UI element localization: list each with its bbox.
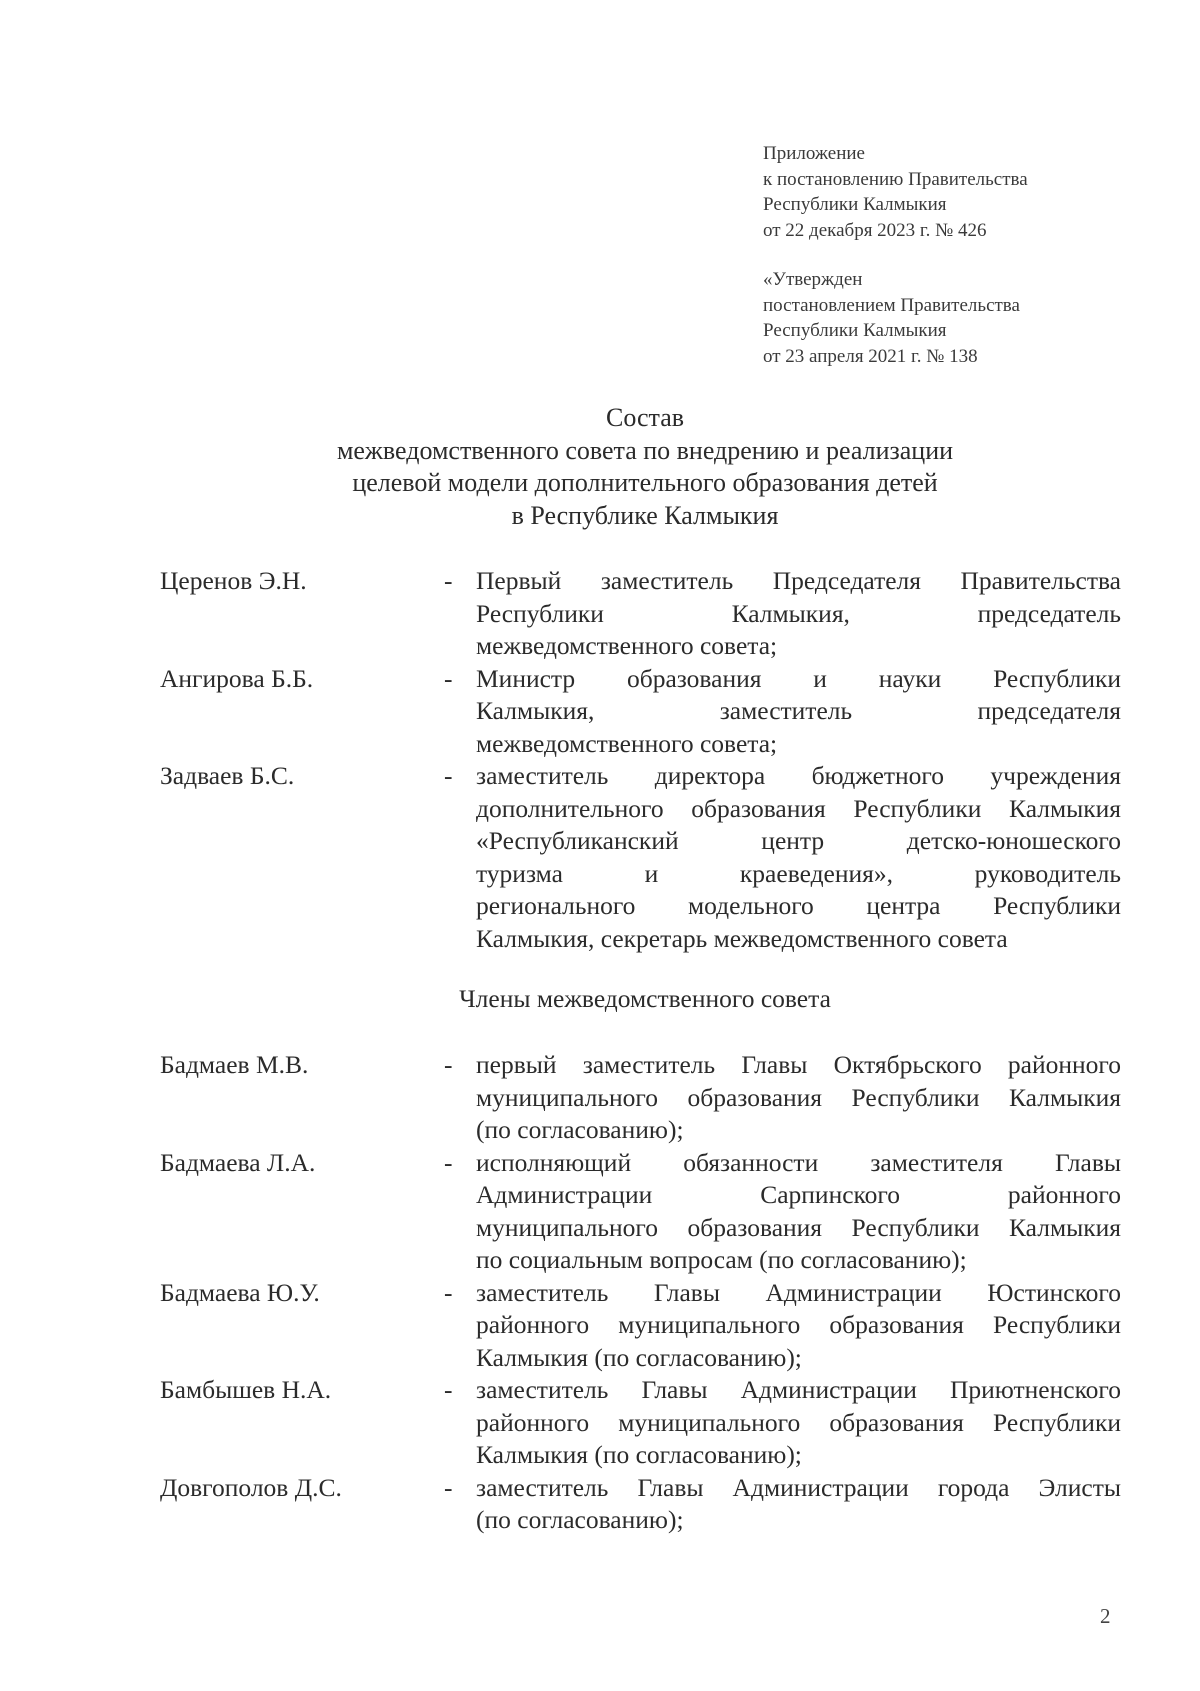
member-role xyxy=(476,1147,1121,1277)
document-title xyxy=(200,402,1090,532)
member-role xyxy=(476,1472,1121,1537)
approved-block xyxy=(763,267,1020,369)
title-line: Состав xyxy=(605,403,685,432)
role-line: межведомственного совета; xyxy=(476,728,778,758)
dash-separator: - xyxy=(444,1375,453,1404)
members-list xyxy=(160,1049,1121,1537)
role-line: регионального модельного центра Республики xyxy=(476,891,1121,920)
appendix-block xyxy=(763,141,1028,243)
appendix-line: Приложение xyxy=(763,143,865,164)
appendix-line: от 22 декабря 2023 г. № 426 xyxy=(763,219,987,241)
role-line: дополнительного образования Республики Калмыкия xyxy=(476,793,1121,823)
role-line: Администрации Сарпинского районного xyxy=(476,1180,1121,1209)
list-item xyxy=(160,1049,1121,1147)
list-item xyxy=(160,760,1121,955)
dash-separator: - xyxy=(444,1050,453,1079)
list-item xyxy=(160,565,1121,663)
role-line: муниципального образования Республики Калмыкия xyxy=(476,1082,1121,1112)
approved-line: «Утвержден xyxy=(763,269,863,290)
role-line: районного муниципального образования Республики xyxy=(476,1310,1121,1339)
dash-separator: - xyxy=(444,761,453,790)
role-line: (по согласованию); xyxy=(476,1505,684,1534)
list-item xyxy=(160,1147,1121,1277)
role-line: заместитель Главы Администрации Приютненского xyxy=(476,1375,1121,1404)
member-role xyxy=(476,663,1121,761)
approved-line: от 23 апреля 2021 г. № 138 xyxy=(763,345,978,367)
role-line: заместитель Главы Администрации города Элисты xyxy=(476,1472,1121,1502)
appendix-line: к постановлению Правительства xyxy=(763,168,1028,190)
role-line: исполняющий обязанности заместителя Главы xyxy=(476,1147,1121,1177)
role-line: Калмыкия, секретарь межведомственного совета xyxy=(476,923,1008,953)
list-item xyxy=(160,663,1121,761)
member-role xyxy=(476,760,1121,955)
role-line: районного муниципального образования Республики xyxy=(476,1407,1121,1437)
dash-separator: - xyxy=(444,1147,453,1177)
member-name: Бадмаева Ю.У. xyxy=(160,1277,320,1307)
list-item xyxy=(160,1374,1121,1472)
list-item xyxy=(160,1277,1121,1375)
role-line: «Республиканский центр детско-юношеского xyxy=(476,826,1121,855)
role-line: муниципального образования Республики Калмыкия xyxy=(476,1212,1121,1242)
title-line: целевой модели дополнительного образования детей xyxy=(352,468,938,497)
list-item xyxy=(160,1472,1121,1537)
role-line: Калмыкия (по согласованию); xyxy=(476,1440,802,1469)
member-name: Церенов Э.Н. xyxy=(160,566,307,595)
member-name: Бадмаев М.В. xyxy=(160,1050,309,1079)
member-name: Бамбышев Н.А. xyxy=(160,1375,332,1404)
role-line: Республики Калмыкия, председатель xyxy=(476,598,1121,628)
role-line: Первый заместитель Председателя Правительства xyxy=(476,566,1121,595)
members-heading: Члены межведомственного совета xyxy=(459,984,831,1013)
page-number: 2 xyxy=(1100,1604,1111,1628)
leaders-list xyxy=(160,565,1121,955)
role-line: туризма и краеведения», руководитель xyxy=(476,858,1121,888)
dash-separator: - xyxy=(444,566,453,595)
member-role xyxy=(476,1277,1121,1375)
approved-line: Республики Калмыкия xyxy=(763,320,947,341)
role-line: Калмыкия (по согласованию); xyxy=(476,1342,802,1372)
role-line: по социальным вопросам (по согласованию); xyxy=(476,1245,967,1274)
role-line: (по согласованию); xyxy=(476,1115,684,1144)
role-line: заместитель директора бюджетного учреждения xyxy=(476,761,1121,790)
dash-separator: - xyxy=(444,663,453,693)
role-line: межведомственного совета; xyxy=(476,631,778,660)
member-role xyxy=(476,1049,1121,1147)
role-line: Министр образования и науки Республики xyxy=(476,663,1121,693)
approved-line: постановлением Правительства xyxy=(763,294,1020,316)
member-name: Ангирова Б.Б. xyxy=(160,663,314,693)
role-line: Калмыкия, заместитель председателя xyxy=(476,696,1121,725)
appendix-line: Республики Калмыкия xyxy=(763,194,947,215)
title-line: в Республике Калмыкия xyxy=(511,500,779,530)
member-role xyxy=(476,1374,1121,1472)
title-line: межведомственного совета по внедрению и реализации xyxy=(336,435,954,465)
role-line: первый заместитель Главы Октябрьского районного xyxy=(476,1050,1121,1079)
role-line: заместитель Главы Администрации Юстинского xyxy=(476,1277,1121,1307)
member-name: Довгополов Д.С. xyxy=(160,1472,342,1502)
member-role xyxy=(476,565,1121,663)
member-name: Бадмаева Л.А. xyxy=(160,1147,316,1177)
dash-separator: - xyxy=(444,1472,453,1502)
member-name: Задваев Б.С. xyxy=(160,761,295,790)
dash-separator: - xyxy=(444,1277,453,1307)
